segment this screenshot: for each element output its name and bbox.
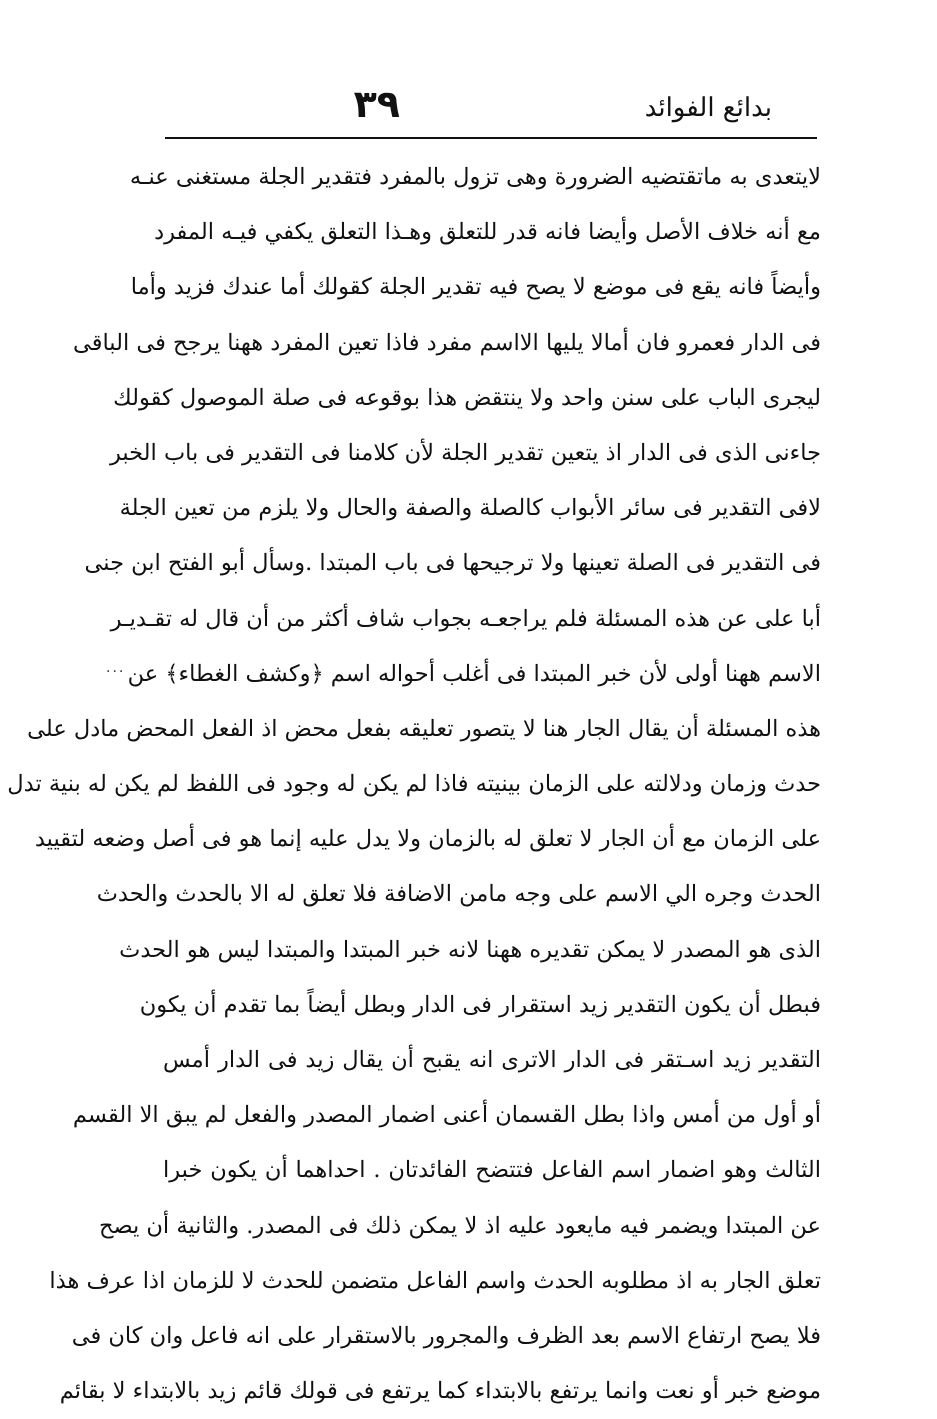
margin-mark: ... (106, 660, 126, 676)
page-number: ٣٩ (353, 82, 400, 126)
text-line: على الزمان مع أن الجار لا تعلق له بالزمان ولا يدل عليه إنما هو فى أصل وضعه لتقييد (34, 826, 821, 853)
text-line: مع أنه خلاف الأصل وأيضا فانه قدر للتعلق وهـذا التعلق يكفي فيـه المفرد (154, 219, 821, 246)
page-header (160, 82, 820, 132)
running-title: بدائع الفوائد (644, 93, 772, 123)
text-line: تعلق الجار به اذ مطلوبه الحدث واسم الفاعل متضمن للحدث لا للزمان اذا عرف هذا (49, 1267, 821, 1294)
text-line: فبطل أن يكون التقدير زيد استقرار فى الدار وبطل أيضاً بما تقدم أن يكون (139, 991, 821, 1018)
text-line: لافى التقدير فى سائر الأبواب كالصلة والصفة والحال ولا يلزم من تعين الجلة (119, 495, 821, 522)
text-line: الذى هو المصدر لا يمكن تقديره ههنا لانه خبر المبتدا والمبتدا ليس هو الحدث (119, 936, 821, 963)
text-line: الثالث وهو اضمار اسم الفاعل فتتضح الفائدتان . احداهما أن يكون خبرا (163, 1157, 821, 1184)
text-line: هذه المسئلة أن يقال الجار هنا لا يتصور تعليقه بفعل محض اذ الفعل المحض مادل على (27, 715, 821, 742)
text-line: الحدث وجره الي الاسم على وجه مامن الاضافة فلا تعلق له الا بالحدث والحدث (96, 881, 821, 908)
text-line: أو أول من أمس واذا بطل القسمان أعنى اضمار المصدر والفعل لم يبق الا القسم (72, 1102, 821, 1129)
text-line: ليجرى الباب على سنن واحد ولا ينتقض هذا بوقوعه فى صلة الموصول كقولك (113, 384, 821, 411)
text-line: موضع خبر أو نعت وانما يرتفع بالابتداء كما يرتفع فى قولك قائم زيد بالابتداء لا بقائم (59, 1378, 821, 1405)
text-line: أبا على عن هذه المسئلة فلم يراجعـه بجواب شاف أكثر من أن قال له تقـديـر (110, 605, 821, 632)
text-line: جاءنى الذى فى الدار اذ يتعين تقدير الجلة لأن كلامنا فى التقدير فى باب الخبر (109, 439, 821, 466)
header-divider (165, 137, 817, 139)
text-line: فلا يصح ارتفاع الاسم بعد الظرف والمجرور بالاستقرار على انه فاعل وان كان فى (71, 1322, 821, 1349)
text-line: عن المبتدا ويضمر فيه مايعود عليه اذ لا يمكن ذلك فى المصدر. والثانية أن يصح (98, 1212, 821, 1239)
text-line: فى الدار فعمرو فان أمالا يليها الااسم مفرد فاذا تعين المفرد ههنا يرجح فى الباقى (72, 329, 821, 356)
text-line: لايتعدى به ماتقتضيه الضرورة وهى تزول بالمفرد فتقدير الجلة مستغنى عنـه (129, 164, 821, 190)
body-text (7, 150, 821, 1419)
text-line: حدث وزمان ودلالته على الزمان بينيته فاذا لم يكن له وجود فى اللفظ لم يكن له بنية تدل (7, 771, 821, 798)
text-line: التقدير زيد اسـتقر فى الدار الاترى انه يقبح أن يقال زيد فى الدار أمس (163, 1047, 821, 1073)
text-line: فى التقدير فى الصلة تعينها ولا ترجيحها فى باب المبتدا .وسأل أبو الفتح ابن جنى (84, 550, 821, 577)
text-line: وأيضاً فانه يقع فى موضع لا يصح فيه تقدير الجلة كقولك أما عندك فزيد وأما (130, 274, 821, 301)
text-line: الاسم ههنا أولى لأن خبر المبتدا فى أغلب أحواله اسم ﴿وكشف الغطاء﴾ عن (127, 660, 821, 687)
